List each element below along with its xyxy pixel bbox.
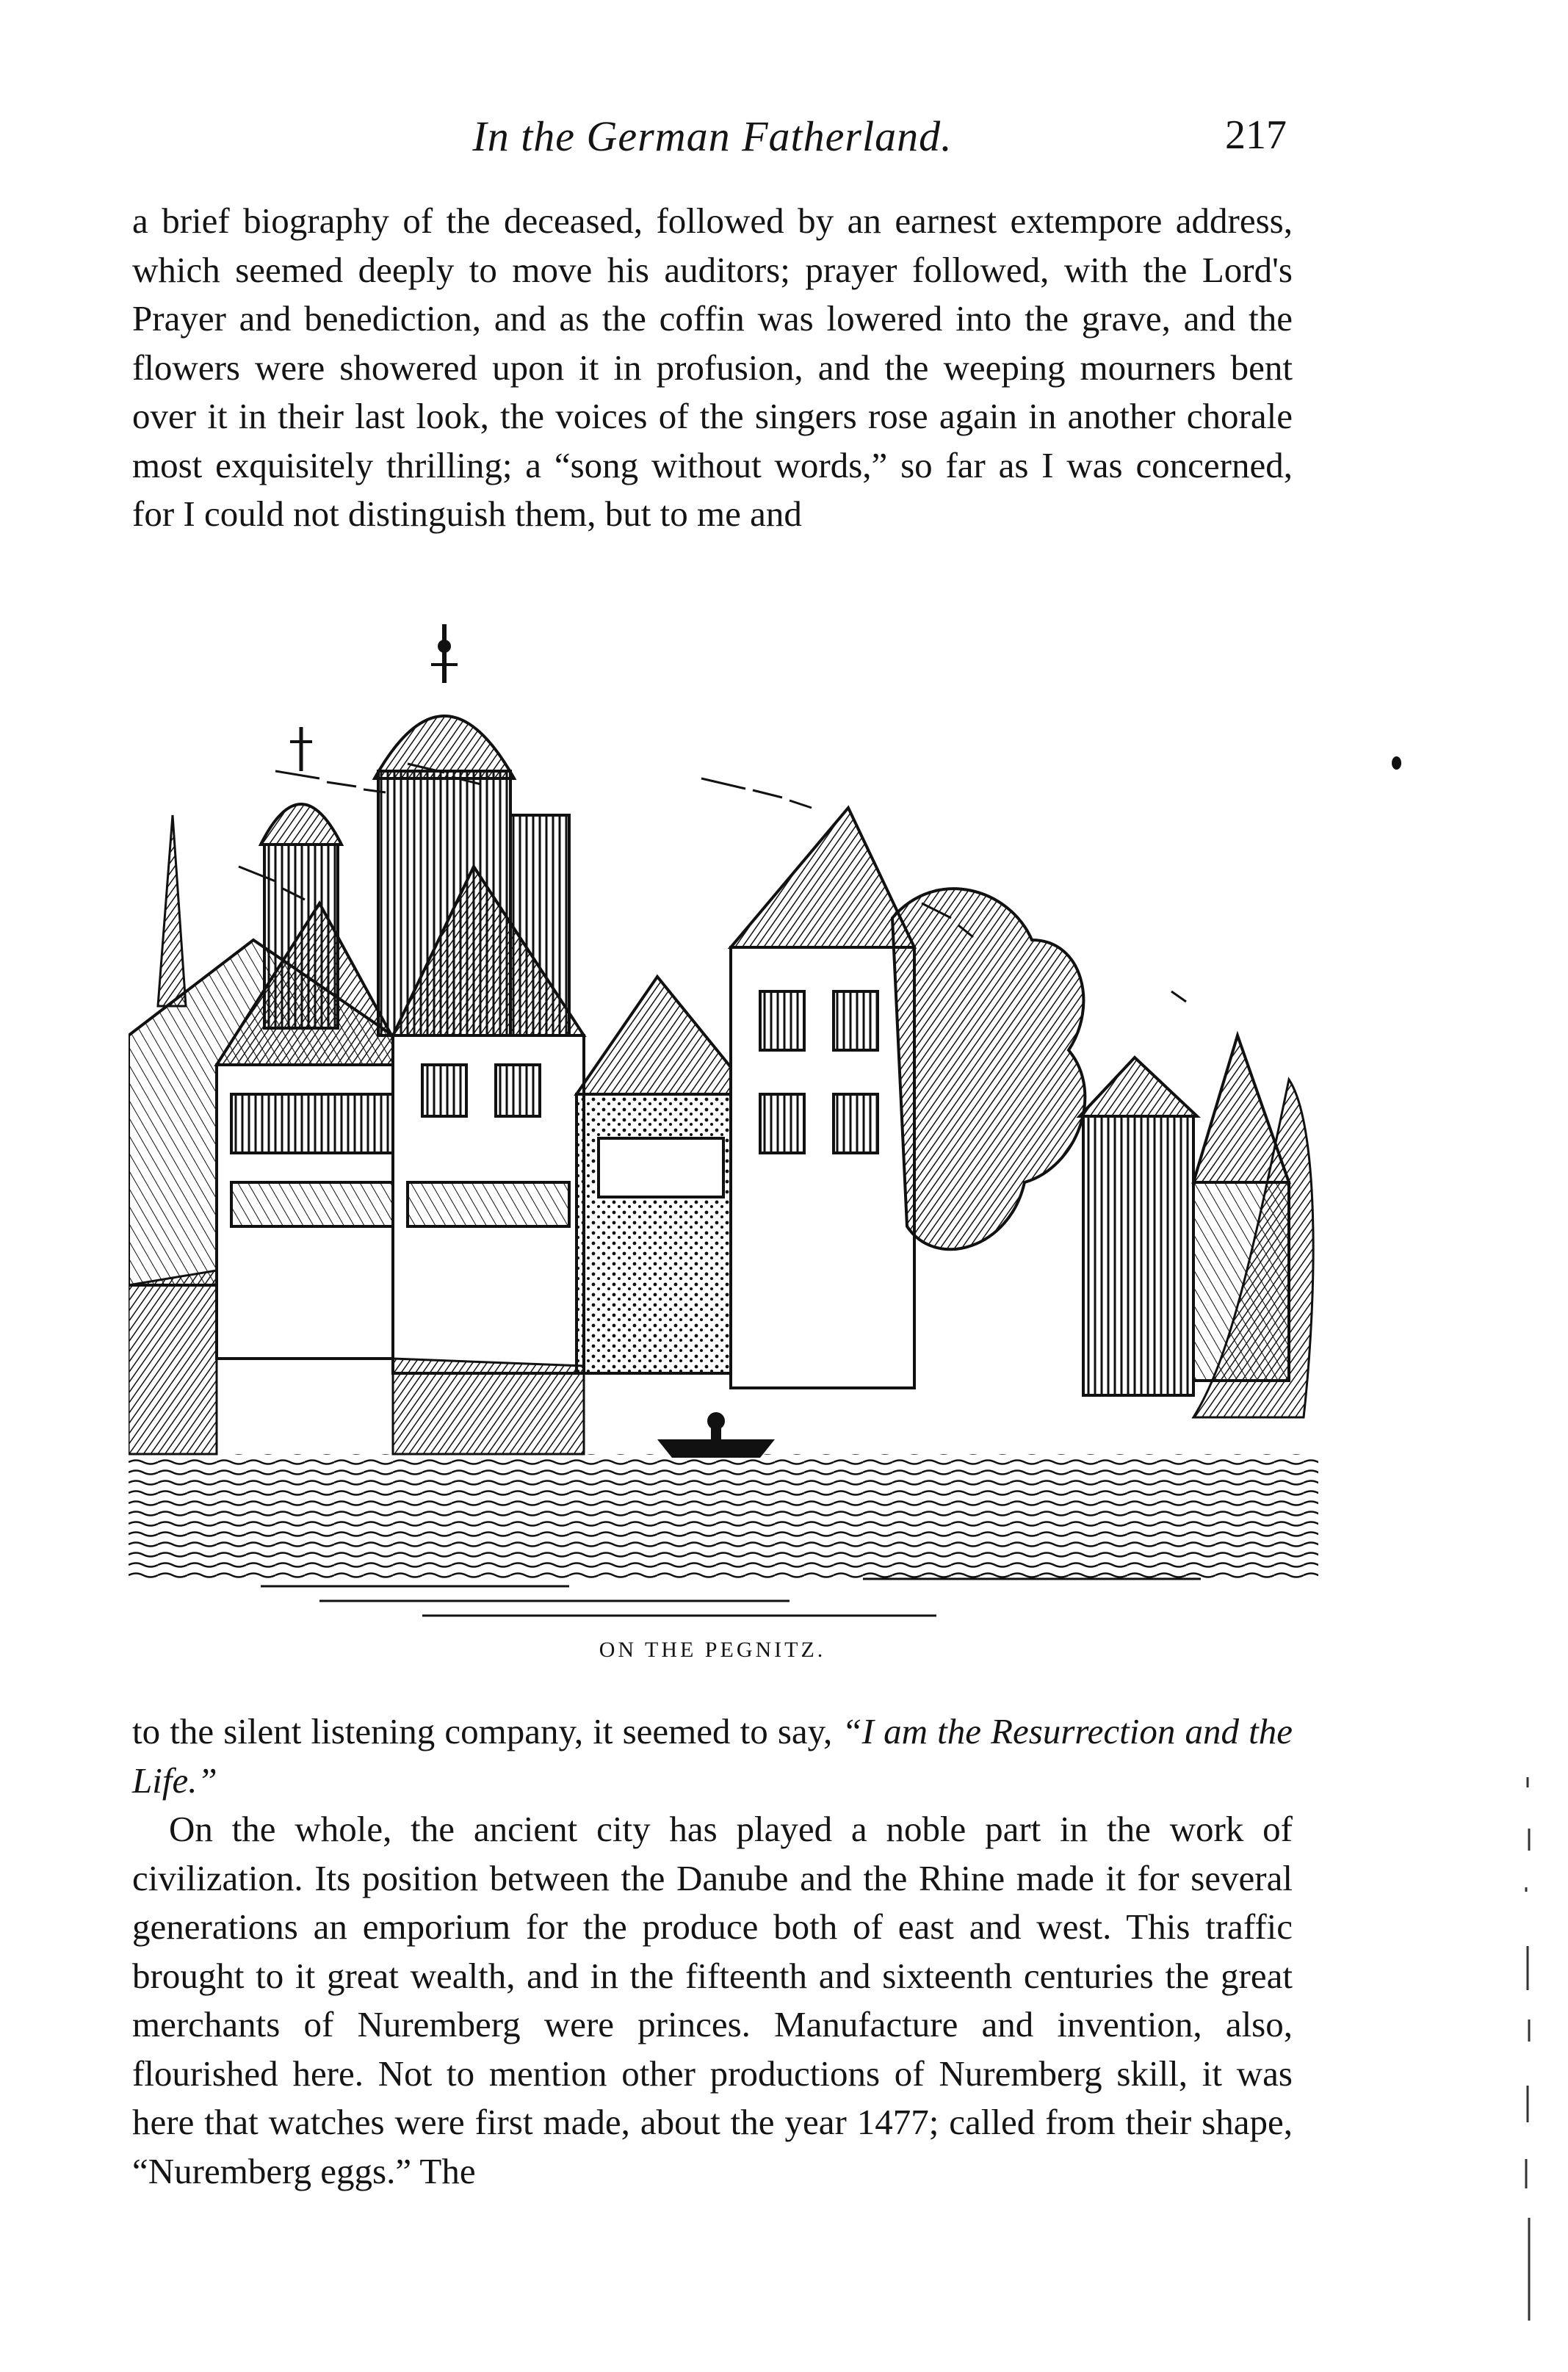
timber-houses [217,867,753,1373]
tall-gable-house [731,808,914,1388]
river-pegnitz [129,1454,1318,1579]
body-paragraph-second: On the whole, the ancient city has played a noble part in the work of civilization. Its position between the Danube and the Rhine made it for several generations an emporium for the produce both of east and west. This traffic brought to it great wealth, and in the fifteenth and sixteenth centuries the great merchants of Nuremberg were princes. Manufacture and invention, also, flourished here. Not to mention other productions of Nuremberg skill, it was here that watches were first made, about the year 1477; called from their shape, “Nuremberg eggs.” The [132,1809,1293,2191]
page-number: 217 [1225,112,1287,158]
page-header [132,112,1293,170]
top-text-block [132,197,1293,539]
tree-foliage [892,889,1085,1249]
body-paragraph-continuation [132,1707,1293,1805]
engraving-illustration [129,624,1318,1630]
bottom-text-block [132,1707,1293,2196]
figure-caption: ON THE PEGNITZ. [599,1638,826,1662]
rowing-boat [657,1412,775,1458]
running-head: In the German Fatherland. [472,112,953,160]
body-paragraph-top: a brief biography of the deceased, followed by an earnest extempore address, which seemed deeply to move his auditors; prayer followed, with the Lord's Prayer and benediction, and as the coffin was lowered into the grave, and the flowers were showered upon it in profusion, and the weeping mourners bent over it in their last look, the voices of the singers rose again in another chorale most exquisitely thrilling; a “song without words,” so far as I was concerned, for I could not distinguish them, but to me and [132,200,1293,534]
print-speck [1392,756,1401,770]
margin-ink-marks [1513,1777,1542,2321]
river-reflection-strokes [261,1579,1201,1616]
scripture-quote: “I am the Resurrection and the Life.” [132,1711,1293,1801]
continuation-text: to the silent listening company, it seemed to say, [132,1711,842,1751]
left-spire [158,815,186,1006]
